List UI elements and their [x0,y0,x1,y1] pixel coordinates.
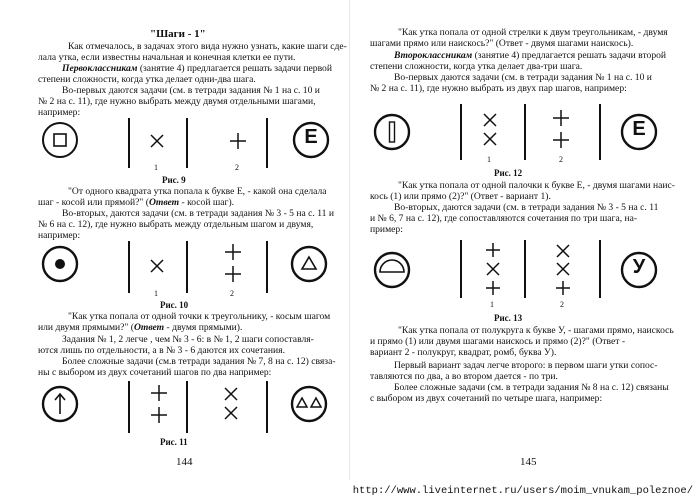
variant-label: 2 [235,163,239,172]
paragraph-line: Как отмечалось, в задачах этого вида нужно узнать, какие шаги сде- [68,41,347,52]
divider-line [266,241,268,293]
divider-line [186,381,188,433]
circle-letter: Е [304,126,318,148]
paragraph-line: например: [38,230,81,241]
square-in-circle-icon [40,120,80,160]
paragraph-line [62,63,332,74]
stick-in-circle-icon [372,112,412,152]
arrow-in-circle-icon [40,384,80,424]
paragraph-line: и прямо (1) или двумя шагами наискось и прямо (2)?" (Ответ - [370,336,626,347]
paragraph-line: Более сложные задачи (см.в тетради задания № 7, 8 на с. 12) связа- [62,356,336,367]
paragraph-line: Более сложные задачи (см. в тетради задания № 8 на с. 12) связаны [394,382,669,393]
diagonal-diagonal-straight-icon [555,243,571,297]
divider-line [599,240,601,298]
paragraph-line: кось (1) или прямо (2)?" (Ответ - вариант 1). [370,191,551,202]
right-page [350,0,699,501]
divider-line [460,240,462,298]
circle-letter: Е [632,118,646,140]
q1-answer: - косой шаг). [179,197,235,208]
divider-line [599,104,601,160]
q2-answer: - двумя прямыми). [164,322,243,333]
first-grade-label: Первоклассникам [62,63,138,74]
two-straight-steps-icon [553,110,569,148]
paragraph-line: вариант 2 - полукруг, квадрат, ромб, буква У). [370,347,557,358]
figure-caption: Рис. 10 [160,300,189,310]
figure-caption: Рис. 11 [160,437,188,447]
paragraph-line: № 2 на с. 11), где нужно выбрать между двумя отдельными шагами, [38,96,316,107]
paragraph-line: Задания № 1, 2 легче , чем № 3 - 6: в № 1, 2 шаги сопоставля- [62,334,314,345]
variant-label: 1 [490,300,494,309]
two-straight-steps-icon [151,385,167,423]
straight-diagonal-straight-icon [485,243,501,297]
divider-line [186,241,188,293]
paragraph-line: № 6 на с. 12), где нужно выбрать между отдельным шагом и двумя, [38,219,314,230]
section-title: "Шаги - 1" [150,28,206,40]
divider-line [460,104,462,160]
paragraph-line: "Как утка попала от одной стрелки к двум треугольникам, - двумя [398,27,668,38]
figure-caption: Рис. 12 [494,168,523,178]
diagonal-step-icon [150,259,164,273]
answer-word: Ответ [133,322,165,333]
answer-word: Ответ [148,197,180,208]
variant-label: 1 [154,289,158,298]
figure-caption: Рис. 9 [162,175,186,185]
second-grade-rest: (занятие 4) предлагается решать задачи второй [472,50,667,61]
diagonal-step-icon [150,134,164,148]
paragraph-line: "От одного квадрата утка попала к букве Е, - какой она сделала [68,186,327,197]
paragraph-line: и № 6, 7 на с. 12), где сопоставляются сочетания по три шага, на- [370,213,638,224]
divider-line [128,381,130,433]
two-diagonal-steps-icon [224,387,238,421]
paragraph-line: "Как утка попала от одной палочки к букве Е, - двумя шагами наис- [398,180,675,191]
divider-line [186,118,188,168]
two-triangles-in-circle-icon [289,384,329,424]
two-straight-steps-icon [225,244,241,282]
paragraph-line [38,322,242,333]
variant-label: 1 [154,163,158,172]
circle-letter: У [632,256,646,278]
two-diagonal-steps-icon [483,113,497,147]
straight-step-icon [230,133,246,149]
paragraph-line: Во-первых даются задачи (см. в тетради задания № 1 на с. 10 и [62,85,320,96]
q2-text: или двумя прямыми?" ( [38,322,134,333]
paragraph-line: шагами прямо или наискось?" (Ответ - двумя шагами наискось). [370,38,634,49]
paragraph-line: Во-первых даются задачи (см. в тетради задания № 1 на с. 10 и [394,72,652,83]
divider-line [266,118,268,168]
source-url-watermark[interactable]: http://www.liveinternet.ru/users/moim_vnukam_poleznoe/ [352,485,693,497]
figure-caption: Рис. 13 [494,313,523,323]
paragraph-line: ются лишь по отдельности, а в № 3 - 6 даются их сочетания. [38,345,285,356]
dot-in-circle-icon [40,244,80,284]
paragraph-line: ны с выбором из двух сочетаний шагов по два например: [38,367,272,378]
paragraph-line: например: [38,107,81,118]
divider-line [524,240,526,298]
paragraph-line: Первый вариант задач легче второго: в первом шаги утки сопос- [394,360,658,371]
variant-label: 1 [487,155,491,164]
page-number: 144 [176,456,193,468]
paragraph-line: Во-вторых, даются задачи (см. в тетради задания № 3 - 5 на с. 11 и [62,208,334,219]
triangle-in-circle-icon [289,244,329,284]
first-grade-rest: (занятие 4) предлагается решать задачи первой [137,63,332,74]
semicircle-in-circle-icon [372,250,412,290]
divider-line [266,381,268,433]
paragraph-line: лала утка, если известны начальная и конечная клетки ее пути. [38,52,296,63]
paragraph-line: "Как утка попала от полукруга к букве У, - шагами прямо, наискось [398,325,674,336]
paragraph-line: степени сложности, когда утка делает одни-два шага. [38,74,256,85]
paragraph-line [38,197,234,208]
paragraph-line: № 2 на с. 11), где нужно выбрать из двух пар шагов, например: [370,83,627,94]
paragraph-line [394,50,666,61]
variant-label: 2 [559,155,563,164]
page-number: 145 [520,456,537,468]
paragraph-line: "Как утка попала от одной точки к треугольнику, - косым шагом [68,311,331,322]
variant-label: 2 [230,289,234,298]
divider-line [128,118,130,168]
divider-line [524,104,526,160]
q1-text: шаг - косой или прямой?" ( [38,197,149,208]
paragraph-line: степени сложности, когда утка делает два-три шага. [370,61,583,72]
paragraph-line: тавляются по два, а во втором дается - по три. [370,371,558,382]
paragraph-line: Во-вторых, даются задачи (см. в тетради задания № 3 - 5 на с. 11 [394,202,659,213]
paragraph-line: с выбором из двух сочетаний по четыре шага, например: [370,393,603,404]
paragraph-line: пример: [370,224,403,235]
variant-label: 2 [560,300,564,309]
second-grade-label: Второклассникам [394,50,473,61]
divider-line [128,241,130,293]
